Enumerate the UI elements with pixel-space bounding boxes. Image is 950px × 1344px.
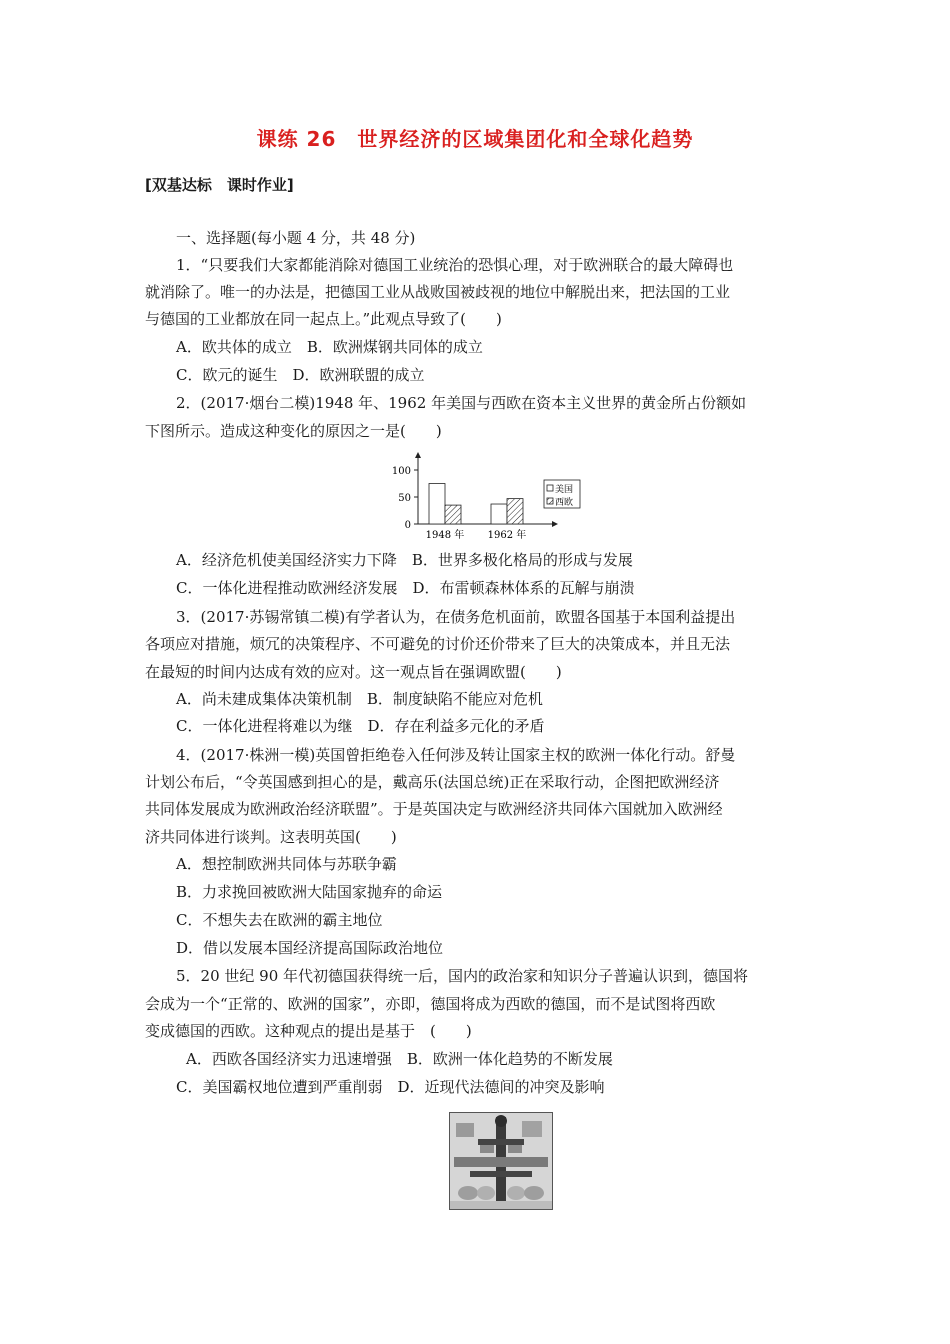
question-1-line: 就消除了。唯一的办法是，把德国工业从战败国被歧视的地位中解脱出来，把法国的工业 <box>145 283 731 301</box>
question-4-line: 4．(2017·株洲一模)英国曾拒绝卷入任何涉及转让国家主权的欧洲一体化行动。舒曼 <box>176 746 736 764</box>
question-2-option: A．经济危机使美国经济实力下降 B．世界多极化格局的形成与发展 <box>176 551 633 569</box>
question-4-option: A．想控制欧洲共同体与苏联争霸 <box>176 855 397 873</box>
ytick-label: 100 <box>391 466 411 477</box>
question-3-option: A．尚未建成集体决策机制 B．制度缺陷不能应对危机 <box>176 690 543 708</box>
question-4-line: 济共同体进行谈判。这表明英国( ) <box>145 828 397 846</box>
question-3-line: 在最短的时间内达成有效的应对。这一观点旨在强调欧盟( ) <box>145 663 562 681</box>
gold-share-bar-chart <box>380 452 590 544</box>
bar-weurope-1 <box>507 499 523 524</box>
question-3-line: 3．(2017·苏锡常镇二模)有学者认为，在债务危机面前，欧盟各国基于本国利益提出 <box>176 608 736 626</box>
cartoon-image <box>449 1112 553 1210</box>
section-tag: [双基达标 课时作业] <box>145 176 294 194</box>
question-4-option: C．不想失去在欧洲的霸主地位 <box>176 911 383 929</box>
question-1-option: C．欧元的诞生 D．欧洲联盟的成立 <box>176 366 425 384</box>
question-2-line: 下图所示。造成这种变化的原因之一是( ) <box>145 422 442 440</box>
legend-label: 美国 <box>555 485 574 495</box>
question-1-option: A．欧共体的成立 B．欧洲煤钢共同体的成立 <box>176 338 483 356</box>
question-4-line: 计划公布后，“令英国感到担心的是，戴高乐(法国总统)正在采取行动，企图把欧洲经济 <box>145 773 720 791</box>
xtick-label: 1962 年 <box>487 530 527 541</box>
question-5-line: 会成为一个“正常的、欧洲的国家”，亦即，德国将成为西欧的德国，而不是试图将西欧 <box>145 995 716 1013</box>
question-2-option: C．一体化进程推动欧洲经济发展 D．布雷顿森林体系的瓦解与崩溃 <box>176 579 635 597</box>
question-5-line: 5．20 世纪 90 年代初德国获得统一后，国内的政治家和知识分子普遍认识到，德国将 <box>176 967 749 985</box>
question-3-option: C．一体化进程将难以为继 D．存在利益多元化的矛盾 <box>176 717 545 735</box>
x-axis-arrow <box>552 521 558 527</box>
question-1-line: 1．“只要我们大家都能消除对德国工业统治的恐惧心理，对于欧洲联合的最大障碍也 <box>176 256 734 274</box>
legend-swatch-weurope <box>547 498 553 504</box>
page-title: 课练 26 世界经济的区域集团化和全球化趋势 <box>256 127 694 151</box>
y-axis-arrow <box>415 452 421 458</box>
question-4-option: B．力求挽回被欧洲大陆国家抛弃的命运 <box>176 883 443 901</box>
question-3-line: 各项应对措施，烦冗的决策程序、不可避免的讨价还价带来了巨大的决策成本，并且无法 <box>145 635 731 653</box>
question-2-line: 2．(2017·烟台二模)1948 年、1962 年美国与西欧在资本主义世界的黄金所占份额如 <box>176 394 747 412</box>
bar-us-0 <box>429 484 445 525</box>
ytick-label: 0 <box>404 520 411 531</box>
question-5-option: C．美国霸权地位遭到严重削弱 D．近现代法德间的冲突及影响 <box>176 1078 605 1096</box>
bar-weurope-0 <box>445 505 461 524</box>
legend-label: 西欧 <box>555 498 574 508</box>
question-4-line: 共同体发展成为欧洲政治经济联盟”。于是英国决定与欧洲经济共同体六国就加入欧洲经 <box>145 800 723 818</box>
question-5-line: 变成德国的西欧。这种观点的提出是基于 ( ) <box>145 1022 472 1040</box>
question-4-option: D．借以发展本国经济提高国际政治地位 <box>176 939 444 957</box>
bar-us-1 <box>491 504 507 524</box>
question-5-option: A．西欧各国经济实力迅速增强 B．欧洲一体化趋势的不断发展 <box>186 1050 613 1068</box>
legend-swatch-us <box>547 485 553 491</box>
question-1-line: 与德国的工业都放在同一起点上。”此观点导致了( ) <box>145 310 502 328</box>
section-heading: 一、选择题(每小题 4 分，共 48 分) <box>176 229 416 247</box>
ytick-label: 50 <box>398 493 411 504</box>
xtick-label: 1948 年 <box>425 530 465 541</box>
